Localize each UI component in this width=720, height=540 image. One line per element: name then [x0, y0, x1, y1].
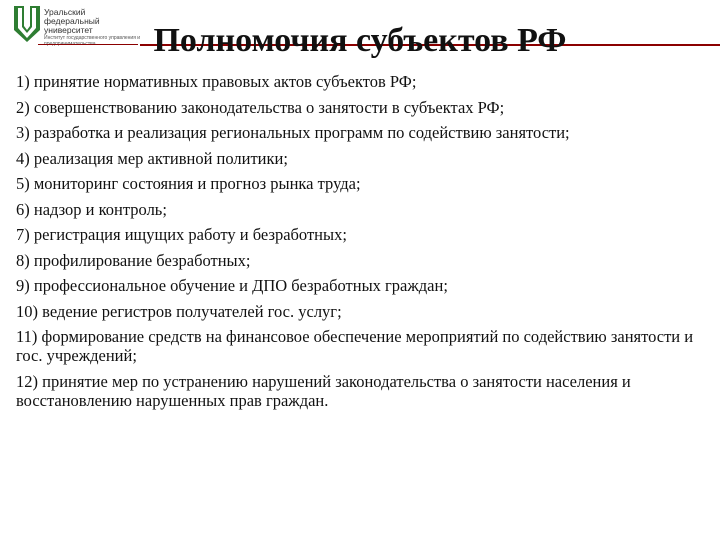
logo-line: университет [44, 25, 93, 35]
list-item: 7) регистрация ищущих работу и безработных; [16, 225, 347, 244]
list-item: 5) мониторинг состояния и прогноз рынка труда; [16, 174, 361, 193]
list-item: 9) профессиональное обучение и ДПО безработных граждан; [16, 276, 448, 295]
logo-line: Уральский [44, 7, 86, 17]
powers-list [16, 72, 706, 416]
slide-title: Полномочия субъектов РФ [153, 22, 567, 59]
list-item: 2) совершенствованию законодательства о занятости в субъектах РФ; [16, 97, 505, 117]
list-item: 10) ведение регистров получателей гос. услуг; [16, 301, 342, 321]
list-item: 4) реализация мер активной политики; [16, 148, 288, 168]
logo-subtitle: Институт государственного управления и предпринимательства [44, 35, 141, 47]
list-item: 11) формирование средств на финансовое обеспечение мероприятий по содействию занятости и гос. учреждений; [16, 327, 694, 365]
list-item: 12) принятие мер по устранению нарушений законодательства о занятости населения и восстановлению нарушенных прав граждан. [16, 371, 631, 410]
list-item: 6) надзор и контроль; [16, 199, 167, 219]
list-item: 1) принятие нормативных правовых актов субъектов РФ; [16, 72, 417, 91]
list-item: 8) профилирование безработных; [16, 250, 251, 270]
logo-line: федеральный [44, 16, 100, 26]
list-item: 3) разработка и реализация региональных программ по содействию занятости; [16, 123, 570, 142]
